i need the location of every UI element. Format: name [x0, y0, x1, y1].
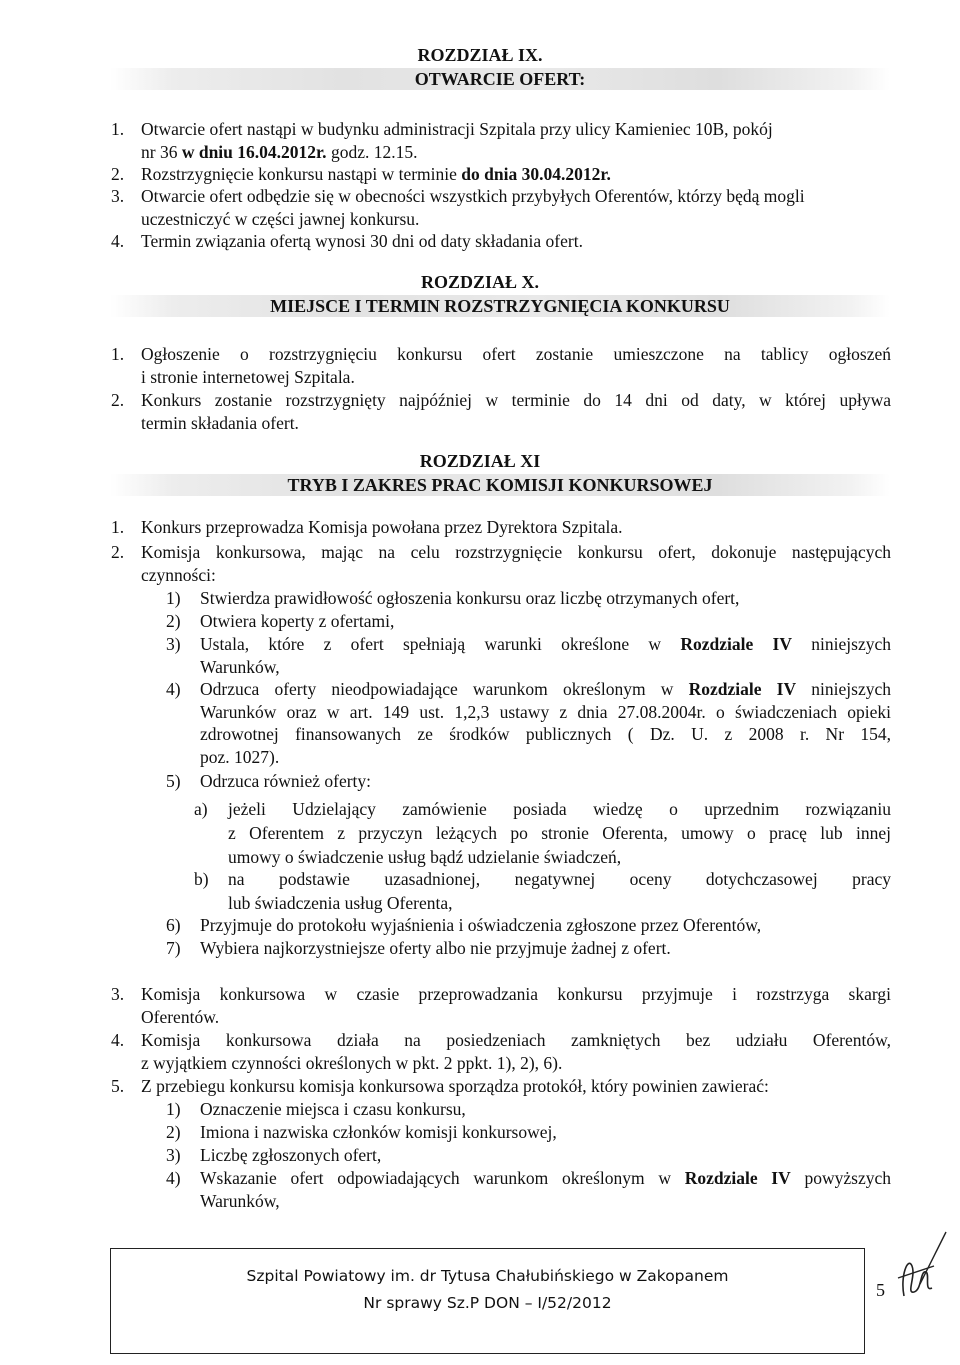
chapter-10-item-1-line-2: i stronie internetowej Szpitala.	[141, 366, 355, 387]
handwritten-initials-signature	[890, 1226, 950, 1306]
chapter-11-item-2-line-1: Komisja konkursowa, mając na celu rozstrzygnięcie konkursu ofert, dokonuje następujących	[141, 542, 891, 562]
chapter-9-item-1-line-2: nr 36 w dniu 16.04.2012r. godz. 12.15.	[141, 141, 418, 162]
chapter-9-item-3-line-2: uczestniczyć w części jawnej konkursu.	[141, 208, 420, 229]
chapter-10-item-2-line-2: termin składania ofert.	[141, 412, 299, 433]
chapter-9-item-3-line-1: Otwarcie ofert odbędzie się w obecności wszystkich przybyłych Oferentów, którzy będą mogli	[141, 186, 805, 206]
chapter-11-title: ROZDZIAŁ XI	[419, 451, 541, 471]
chapter-9-subtitle: OTWARCIE OFERT:	[110, 68, 890, 90]
footer-hospital-name: Szpital Powiatowy im. dr Tytusa Chałubińskiego w Zakopanem	[246, 1267, 729, 1285]
footer-case-number: Nr sprawy Sz.P DON – I/52/2012	[363, 1294, 612, 1312]
document-page: ROZDZIAŁ IX. OTWARCIE OFERT: 1. Otwarcie ofert nastąpi w budynku administracji Szpitala przy ulicy Kamieniec 10B, pokój nr 36 w dniu 16.04.2012r. godz. 12.15. 2. Rozstrzygnięcie konkursu nastąpi w terminie do dnia 30.04.2012r. 3. Otwarcie ofert odbędzie się w obecności wszystkich przybyłych Oferentów, którzy będą mogli uczestniczyć w części jawnej konkursu. 4. Termin związania ofertą wynosi 30 dni od daty składania ofert. ROZDZIAŁ X. MIEJSCE I TERMIN ROZSTRZYGNIĘCIA KONKURSU 1. Ogłoszenie o rozstrzygnięciu konkursu ofert zostanie umieszczone na tablicy ogłoszeń i stronie internetowej Szpitala. 2. Konkurs zostanie rozstrzygnięty najpóźniej w terminie do 14 dni od daty, w której upływa termin składania ofert. ROZDZIAŁ XI TRYB I ZAKRES PRAC KOMISJI KONKURSOWEJ 1. Konkurs przeprowadza Komisja powołana przez Dyrektora Szpitala. 2. Komisja konkursowa, mając na celu rozstrzygnięcie konkursu ofert, dokonuje następujących czynności: 1) Stwierdza prawidłowość ogłoszenia konkursu oraz liczbę otrzymanych ofert, 2) Otwiera koperty z ofertami, 3) Ustala, które z ofert spełniają warunki określone w Rozdziale IV niniejszych Warunków, 4) Odrzuca oferty nieodpowiadające warunkom określonym w Rozdziale IV niniejszych Warunków oraz w art. 149 ust. 1,2,3 ustawy z dnia 27.08.2004r. o świadczeniach opieki zdrowotnej finansowanych ze środków publicznych ( Dz. U. z 2008 r. Nr 154, poz. 1027). 5) Odrzuca również oferty: a) jeżeli Udzielający zamówienie posiada wiedzę o uprzednim rozwiązaniu z Oferentem z przyczyn leżących po stronie Oferenta, umowy o pracę lub innej umowy o świadczenie usług bądź udzielanie świadczeń, b) na podstawie uzasadnionej, negatywnej oceny dotychczasowej pracy lub świadczenia usług Oferenta, 6) Przyjmuje do protokołu wyjaśnienia i oświadczenia zgłoszone przez Oferentów, 7) Wybiera najkorzystniejsze oferty albo nie przyjmuje żadnej z ofert. 3. Komisja konkursowa w czasie przeprowadzania konkursu przyjmuje i rozstrzyga skargi Oferentów. 4. Komisja konkursowa działa na posiedzeniach zamkniętych bez udziału Oferentów, z wyjątkiem czynności określonych w pkt. 2 ppkt. 1), 2), 6). 5. Z przebiegu konkursu komisja konkursowa sporządza protokół, który powinien zawierać: 1) Oznaczenie miejsca i czasu konkursu, 2) Imiona i nazwiska członków komisji konkursowej, 3) Liczbę zgłoszonych ofert, 4) Wskazanie ofert odpowiadających warunkom określonym w Rozdziale IV powyższych Warunków, Szpital Powiatowy im. dr Tytusa Chałubińskiego w Zakopanem Nr sprawy Sz.P DON – I/52/2012 5	[0, 0, 960, 1365]
chapter-10-item-1-line-1: Ogłoszenie o rozstrzygnięciu konkursu ofert zostanie umieszczone na tablicy ogłoszeń	[141, 344, 891, 364]
chapter-10-item-2-line-1: Konkurs zostanie rozstrzygnięty najpóźniej w terminie do 14 dni od daty, w której upływa	[141, 390, 891, 410]
chapter-11-item-2-line-2: czynności:	[141, 564, 216, 585]
chapter-9-title: ROZDZIAŁ IX.	[417, 45, 543, 65]
chapter-9-item-4-text: Termin związania ofertą wynosi 30 dni od daty składania ofert.	[141, 231, 583, 251]
chapter-10-subtitle: MIEJSCE I TERMIN ROZSTRZYGNIĘCIA KONKURSU	[110, 295, 890, 317]
chapter-9-item-1-line-1: Otwarcie ofert nastąpi w budynku administracji Szpitala przy ulicy Kamieniec 10B, pokój	[141, 119, 773, 139]
chapter-10-title: ROZDZIAŁ X.	[420, 272, 540, 292]
chapter-9-item-2-text: Rozstrzygnięcie konkursu nastąpi w terminie do dnia 30.04.2012r.	[141, 164, 611, 184]
page-number: 5	[876, 1280, 885, 1300]
footer-box	[110, 1248, 865, 1354]
chapter-11-subtitle: TRYB I ZAKRES PRAC KOMISJI KONKURSOWEJ	[110, 474, 890, 496]
chapter-11-item-1-text: Konkurs przeprowadza Komisja powołana przez Dyrektora Szpitala.	[141, 517, 623, 537]
